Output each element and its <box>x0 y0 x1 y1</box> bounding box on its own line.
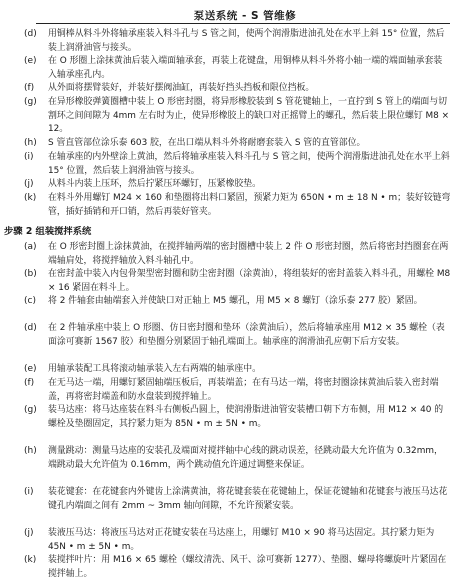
item-label: (g) <box>24 405 37 415</box>
item-text: S 管直管部位涂乐泰 603 胶，在出口端从料斗外将耐磨套装入 S 管的直管部位。 <box>48 138 366 148</box>
item-label: (f) <box>24 83 35 93</box>
item-text: 用铜棒从料斗外将轴承座装入料斗孔与 S 管之间，使两个润滑脂进油孔处在水平上斜 15° 位置，然后装上润滑油管与接头。 <box>48 29 445 53</box>
item-label: (g) <box>24 97 37 107</box>
item-text: 在异形橡胶弹簧圈槽中装上 O 形密封圈，将异形橡胶装到 S 管花键轴上，一直拧到 S 管上的端面与切割环之间间隙为 4mm 左右时为止，使异形橡胶上的缺口对正摇臂上的螺孔，然后装上限位螺钉 M8 × 12。 <box>48 97 450 135</box>
item-text: 装花键套：在花键套内外键齿上涂满黄油，将花键套装在花键轴上，保证花键轴和花键套与液压马达花键孔内端面之间有 2mm ~ 3mm 轴向间隙，不允许预紧安装。 <box>48 487 448 511</box>
item-text: 用轴承装配工具将滚动轴承装入左右两端的轴承座中。 <box>48 364 261 374</box>
item-label: (e) <box>24 364 37 374</box>
item-text: 从外面将摆臂装好，并装好摆阀油缸，再装好挡头挡板和限位挡板。 <box>48 83 315 93</box>
item-text: 装液压马达：将液压马达对正花键安装在马达座上，用螺钉 M10 × 90 将马达固定。其拧紧力矩为 45N • m ± 5N • m。 <box>48 528 435 552</box>
section-heading: 步骤 2 组装搅拌系统 <box>4 226 92 237</box>
item-label: (h) <box>24 446 37 456</box>
item-text: 将 2 件轴套由轴端套入并使缺口对正轴上 M5 螺孔，用 M5 × 8 螺钉（涂乐泰 277 胶）紧固。 <box>48 296 423 306</box>
item-text: 测量跳动：测量马达座的安装孔及端面对搅拌轴中心线的跳动误差，径跳动最大允许值为 0.32mm，端跳动最大允许值为 0.16mm，两个跳动值允许通过调整来保证。 <box>48 446 443 470</box>
item-label: (d) <box>24 29 37 39</box>
item-text: 在 2 件轴承座中装上 O 形圈、仿日密封圈和垫环（涂黄油后），然后将轴承座用 M12 × 35 螺栓（表面涂可赛新 1567 胶）和垫圈分别紧固于轴孔端面上。轴承座的润滑油孔应朝下后方安装。 <box>48 323 445 347</box>
item-text: 在无马达一端，用螺钉紧固轴端压板后，再装端盖；在有马达一端，将密封圈涂抹黄油后装入密封端盖，再将密封端盖和防水盘装到搅拌轴上。 <box>48 378 439 402</box>
item-text: 在 O 形密封圈上涂抹黄油，在搅拌轴两端的密封圈槽中装上 2 件 O 形密封圈，然后将密封挡圈套在两端轴肩处，将搅拌轴放入料斗轴孔中。 <box>48 242 449 266</box>
item-text: 在密封盖中装入内包骨架型密封圈和防尘密封圈（涂黄油），将组装好的密封盖装入料斗孔，用螺栓 M8 × 16 紧固在料斗上。 <box>48 269 451 293</box>
item-label: (e) <box>24 56 37 66</box>
header-divider <box>36 23 450 24</box>
item-label: (a) <box>24 242 37 252</box>
item-text: 装搅拌叶片：用 M16 × 65 螺栓（螺纹清洗、风干、涂可赛新 1277）、垫圈、螺母将螺旋叶片紧固在搅拌轴上。 <box>48 555 447 579</box>
item-label: (f) <box>24 378 35 388</box>
item-label: (i) <box>24 487 34 497</box>
item-label: (i) <box>24 152 34 162</box>
item-label: (j) <box>24 528 34 538</box>
item-text: 从料斗内装上压环，然后拧紧压环螺钉，压紧橡胶垫。 <box>48 179 261 189</box>
item-text: 在料斗外用螺钉 M24 × 160 和垫圈将出料口紧固，预紧力矩为 650N • m ± 18 N • m；装好铰链弯管，插好插销和开口销，然后再装好管夹。 <box>48 193 451 217</box>
item-text: 装马达座：将马达座装在料斗右侧板凸圆上，使润滑脂进油管安装槽口朝下方布侧，用 M12 × 40 的螺栓及垫圈固定，其拧紧力矩为 85N • m ± 5N • m。 <box>48 405 444 429</box>
item-label: (k) <box>24 193 37 203</box>
item-label: (b) <box>24 269 37 279</box>
item-label: (j) <box>24 179 34 189</box>
item-label: (c) <box>24 296 36 306</box>
page-header-title: 泵送系统 - S 管维修 <box>193 10 297 22</box>
item-label: (h) <box>24 138 37 148</box>
item-text: 在轴承座的内外壁涂上黄油，然后将轴承座装入料斗孔与 S 管之间，使两个润滑脂进油孔处在水平上斜 15° 位置，然后装上润滑油管与接头。 <box>48 152 450 176</box>
item-label: (k) <box>24 555 37 565</box>
item-text: 在 O 形圈上涂抹黄油后装入端面轴承套，再装上花键盘，用铜棒从料斗外将小轴一端的端面轴承套装入轴承座孔内。 <box>48 56 443 80</box>
item-label: (d) <box>24 323 37 333</box>
